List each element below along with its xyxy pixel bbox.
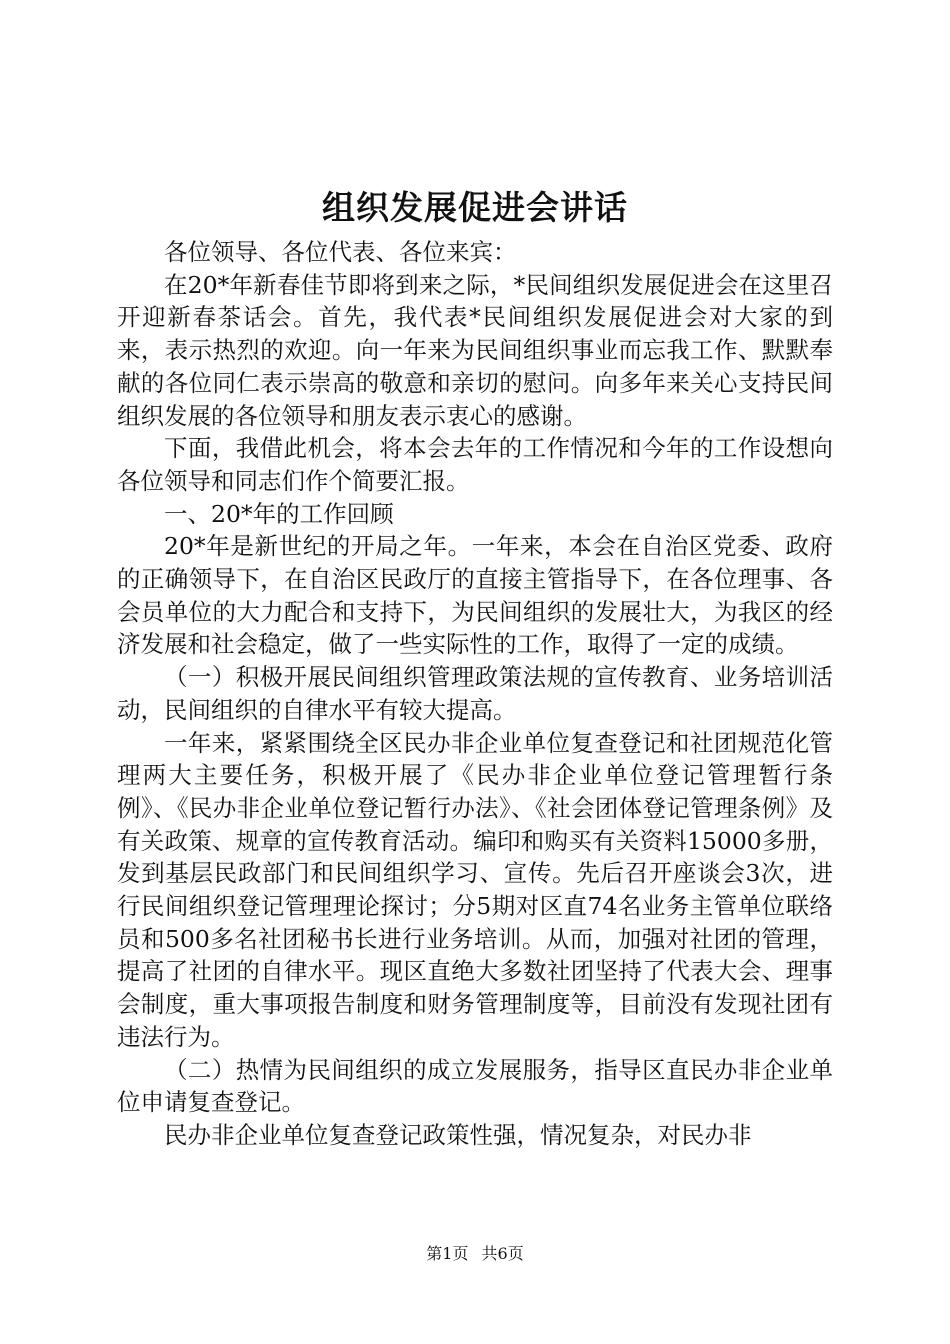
- paragraph: 下面，我借此机会，将本会去年的工作情况和今年的工作设想向各位领导和同志们作个简要汇报。: [117, 434, 833, 495]
- document-title: 组织发展促进会讲话: [322, 188, 628, 227]
- document-body: [117, 236, 833, 1152]
- section-heading: 一、20*年的工作回顾: [164, 499, 394, 528]
- page-number: 第1页: [426, 1244, 469, 1263]
- page-total: 共6页: [481, 1244, 524, 1263]
- paragraph: 一年来，紧紧围绕全区民办非企业单位复查登记和社团规范化管理两大主要任务，积极开展了《民办非企业单位登记管理暂行条例》、《民办非企业单位登记暂行办法》、《社会团体登记管理条例》及有关政策、规章的宣传教育活动。编印和购买有关资料15000多册，发到基层民政部门和民间组织学习、宣传。先后召开座谈会3次，进行民间组织登记管理理论探讨；分5期对区直74名业务主管单位联络员和500多名社团秘书长进行业务培训。从而，加强对社团的管理，提高了社团的自律水平。现区直绝大多数社团坚持了代表大会、理事会制度，重大事项报告制度和财务管理制度等，目前没有发现社团有违法行为。: [117, 728, 833, 1051]
- subsection-heading: （二）热情为民间组织的成立发展服务，指导区直民办非企业单位申请复查登记。: [117, 1055, 833, 1117]
- paragraph: 20*年是新世纪的开局之年。一年来，本会在自治区党委、政府的正确领导下，在自治区民政厅的直接主管指导下，在各位理事、各会员单位的大力配合和支持下，为民间组织的发展壮大，为我区的经济发展和社会稳定，做了一些实际性的工作，取得了一定的成绩。: [117, 532, 833, 659]
- subsection-heading: （一）积极开展民间组织管理政策法规的宣传教育、业务培训活动，民间组织的自律水平有较大提高。: [117, 663, 833, 724]
- page-footer: [0, 1243, 950, 1265]
- paragraph: 民办非企业单位复查登记政策性强，情况复杂，对民办非: [164, 1120, 752, 1149]
- paragraph: 在20*年新春佳节即将到来之际，*民间组织发展促进会在这里召开迎新春茶话会。首先，我代表*民间组织发展促进会对大家的到来，表示热烈的欢迎。向一年来为民间组织事业而忘我工作、默默奉献的各位同仁表示崇高的敬意和亲切的慰问。向多年来关心支持民间组织发展的各位领导和朋友表示衷心的感谢。: [117, 270, 833, 430]
- greeting-paragraph: 各位领导、各位代表、各位来宾：: [164, 238, 517, 266]
